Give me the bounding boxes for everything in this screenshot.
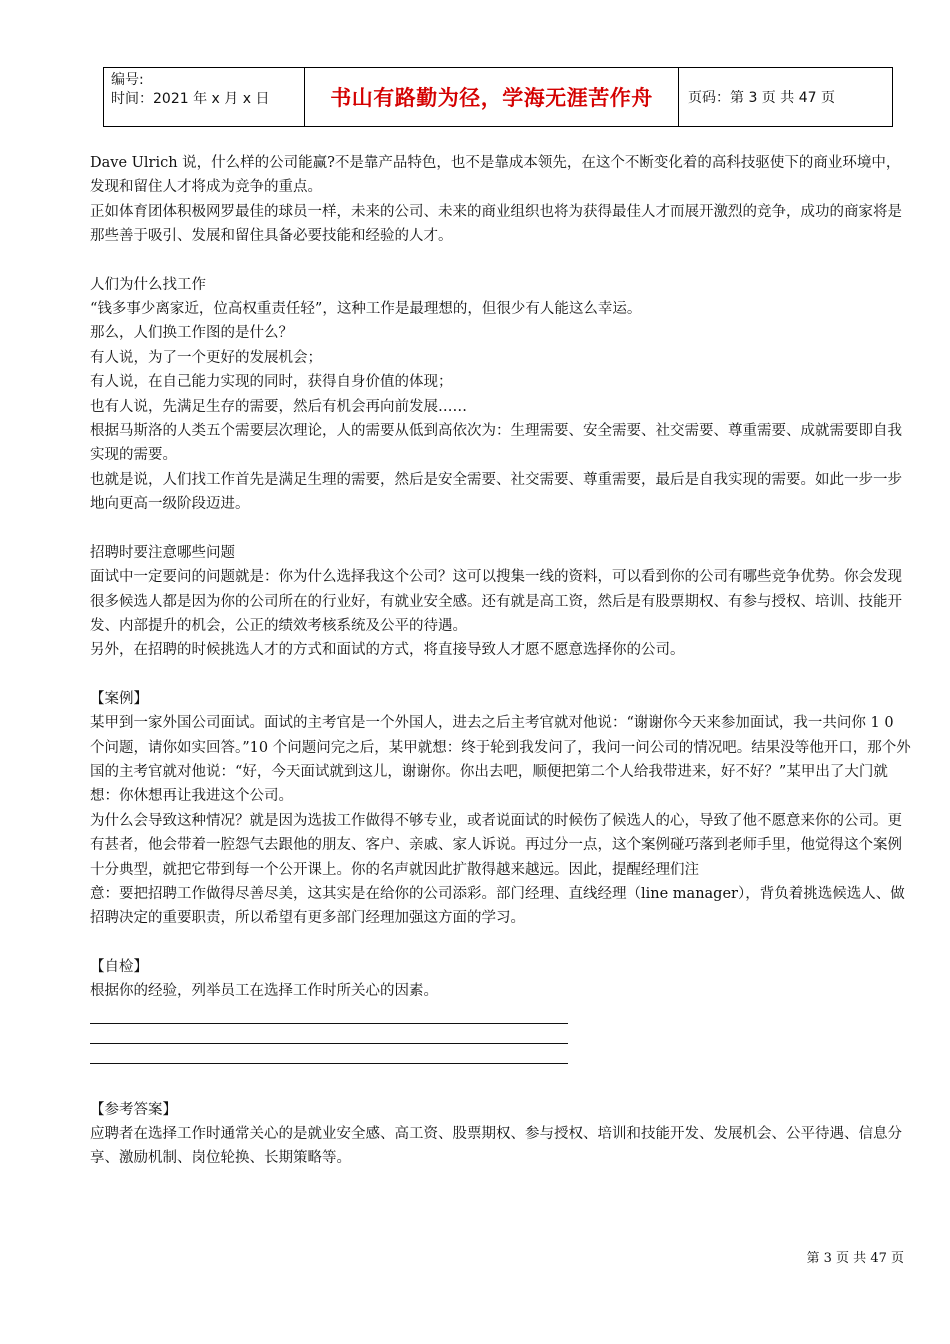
paragraph: 为什么会导致这种情况？就是因为选拔工作做得不够专业，或者说面试的时候伤了候选人的心，导致了他不愿意来你的公司。更有甚者，他会带着一腔怨气去跟他的朋友、客户、亲戚、家人诉说。再过分一点，这个案例碰巧落到老师手里，他觉得这个案例十分典型，就把它带到每一个公开课上。你的名声就因此扩散得越来越远。因此，提醒经理们注	[90, 812, 902, 878]
paragraph: 另外，在招聘的时候挑选人才的方式和面试的方式，将直接导致人才愿不愿意选择你的公司。	[90, 642, 685, 659]
document-body	[90, 151, 912, 1171]
selfcheck-heading: 【自检】	[90, 958, 148, 975]
document-number-label: 编号:	[111, 72, 144, 88]
paragraph: “钱多事少离家近，位高权重责任轻”，这种工作是最理想的，但很少有人能这么幸运。	[90, 301, 642, 318]
section-heading: 招聘时要注意哪些问题	[90, 544, 235, 561]
paragraph: 面试中一定要问的问题就是：你为什么选择我这个公司？这可以搜集一线的资料，可以看到你的公司有哪些竞争优势。你会发现很多候选人都是因为你的公司所在的行业好，有就业安全感。还有就是高工资，然后是有股票期权、有参与授权、培训、技能开发、内部提升的机会，公正的绩效考核系统及公平的待遇。	[90, 569, 902, 634]
paragraph: 那么，人们换工作图的是什么？	[90, 325, 293, 342]
answer-blank-line	[90, 1024, 568, 1044]
paragraph: 某甲到一家外国公司面试。面试的主考官是一个外国人，进去之后主考官就对他说：“谢谢你今天来参加面试，我一共问你 1 0 个问题，请你如实回答。”10 个问题问完之后，某甲就想：终于轮到我发问了，我问一问公司的情况吧。结果没等他开口，那个外国的主考官就对他说：“好，今天面试就到这儿，谢谢你。你出去吧，顺便把第二个人给我带进来，好不好？”某甲出了大门就想：你休想再让我进这个公司。	[90, 715, 911, 805]
answer-text: 应聘者在选择工作时通常关心的是就业安全感、高工资、股票期权、参与授权、培训和技能开发、发展机会、公平待遇、信息分享、激励机制、岗位轮换、长期策略等。	[90, 1126, 902, 1167]
header-meta-cell	[104, 68, 305, 126]
page-footer: 第 3 页 共 47 页	[806, 1251, 904, 1266]
paragraph: 有人说，为了一个更好的发展机会；	[90, 349, 322, 366]
case-heading: 【案例】	[90, 690, 148, 707]
header-page-info: 页码：第 3 页 共 47 页	[688, 90, 835, 106]
selfcheck-prompt: 根据你的经验，列举员工在选择工作时所关心的因素。	[90, 983, 438, 1000]
paragraph: 也就是说，人们找工作首先是满足生理的需要，然后是安全需要、社交需要、尊重需要，最后是自我实现的需要。如此一步一步地向更高一级阶段迈进。	[90, 471, 902, 513]
intro-paragraph: 正如体育团体积极网罗最佳的球员一样，未来的公司、未来的商业组织也将为获得最佳人才而展开激烈的竞争，成功的商家将是那些善于吸引、发展和留住具备必要技能和经验的人才。	[90, 203, 902, 245]
paragraph: 有人说，在自己能力实现的同时，获得自身价值的体现；	[90, 374, 453, 391]
document-time-label: 时间：2021 年 x 月 x 日	[111, 91, 270, 107]
answer-blank-line	[90, 1004, 568, 1024]
paragraph: 根据马斯洛的人类五个需要层次理论，人的需要从低到高依次为：生理需要、安全需要、社交需要、尊重需要、成就需要即自我实现的需要。	[90, 423, 902, 464]
paragraph: 也有人说，先满足生存的需要，然后有机会再向前发展……	[90, 398, 467, 415]
header-motto: 书山有路勤为径，学海无涯苦作舟	[305, 68, 679, 126]
header-table	[103, 67, 893, 127]
answer-heading: 【参考答案】	[90, 1101, 177, 1118]
section-heading: 人们为什么找工作	[90, 276, 206, 293]
paragraph: 意：要把招聘工作做得尽善尽美，这其实是在给你的公司添彩。部门经理、直线经理（line manager），背负着挑选候选人、做招聘决定的重要职责，所以希望有更多部门经理加强这方面的学习。	[90, 885, 905, 927]
intro-paragraph: Dave Ulrich 说，什么样的公司能赢?不是靠产品特色，也不是靠成本领先，在这个不断变化着的高科技驱使下的商业环境中，发现和留住人才将成为竞争的重点。	[90, 155, 901, 196]
answer-blank-line	[90, 1044, 568, 1064]
